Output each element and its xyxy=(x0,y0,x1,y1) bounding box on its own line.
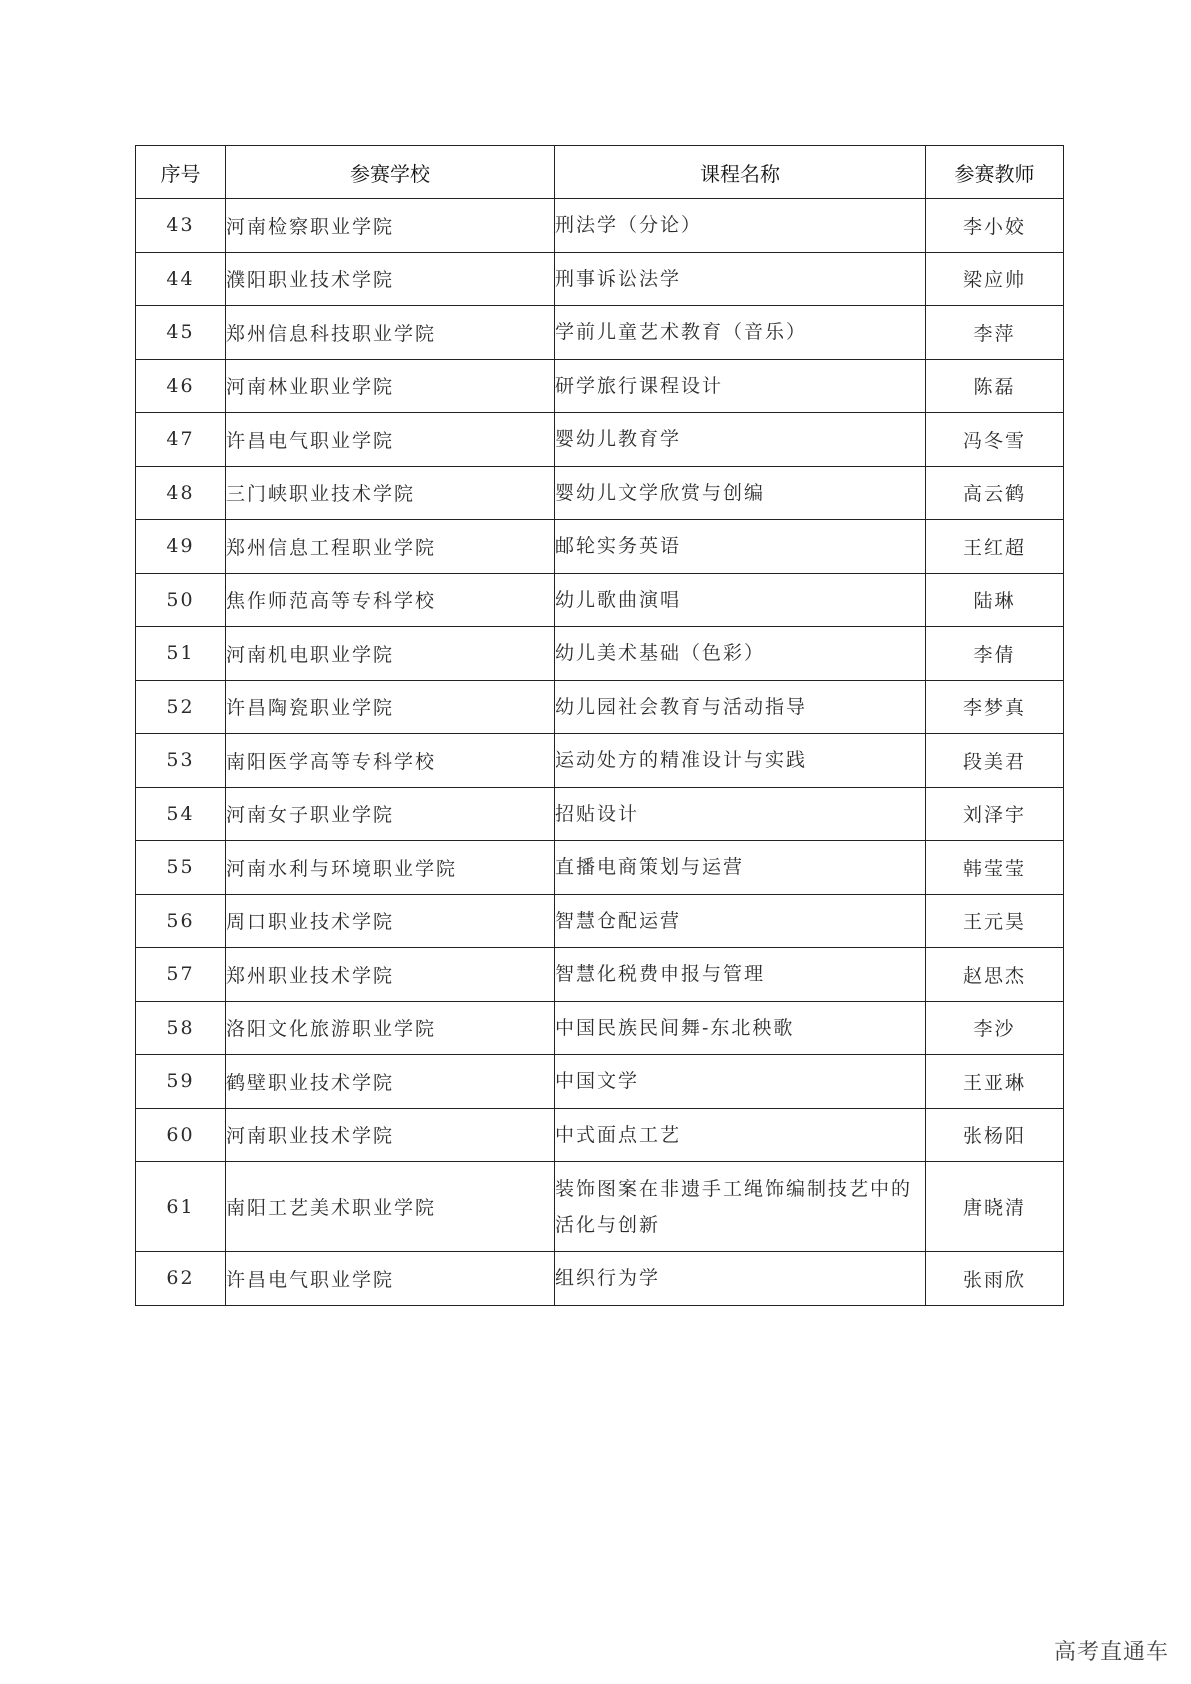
cell-teacher: 刘泽宇 xyxy=(926,787,1064,841)
header-school: 参赛学校 xyxy=(226,146,555,199)
cell-num: 54 xyxy=(136,787,226,841)
cell-course: 研学旅行课程设计 xyxy=(555,359,926,413)
cell-num: 48 xyxy=(136,466,226,520)
table-header-row xyxy=(136,146,1064,199)
cell-school: 焦作师范高等专科学校 xyxy=(226,573,555,627)
header-num: 序号 xyxy=(136,146,226,199)
cell-teacher: 张杨阳 xyxy=(926,1108,1064,1162)
cell-num: 43 xyxy=(136,199,226,253)
table-row xyxy=(136,894,1064,948)
cell-teacher: 梁应帅 xyxy=(926,252,1064,306)
cell-school: 河南职业技术学院 xyxy=(226,1108,555,1162)
cell-school: 河南女子职业学院 xyxy=(226,787,555,841)
cell-teacher: 高云鹤 xyxy=(926,466,1064,520)
cell-course: 幼儿歌曲演唱 xyxy=(555,573,926,627)
table-row xyxy=(136,413,1064,467)
cell-teacher: 李萍 xyxy=(926,306,1064,360)
cell-course: 刑事诉讼法学 xyxy=(555,252,926,306)
cell-num: 56 xyxy=(136,894,226,948)
cell-course: 智慧仓配运营 xyxy=(555,894,926,948)
cell-num: 52 xyxy=(136,680,226,734)
cell-school: 鹤壁职业技术学院 xyxy=(226,1055,555,1109)
cell-num: 57 xyxy=(136,948,226,1002)
cell-teacher: 段美君 xyxy=(926,734,1064,788)
cell-course: 智慧化税费申报与管理 xyxy=(555,948,926,1002)
cell-course: 学前儿童艺术教育（音乐） xyxy=(555,306,926,360)
cell-school: 许昌电气职业学院 xyxy=(226,413,555,467)
cell-teacher: 陈磊 xyxy=(926,359,1064,413)
cell-teacher: 赵思杰 xyxy=(926,948,1064,1002)
table-row xyxy=(136,252,1064,306)
cell-course: 婴幼儿教育学 xyxy=(555,413,926,467)
cell-num: 47 xyxy=(136,413,226,467)
table-row xyxy=(136,627,1064,681)
cell-school: 河南林业职业学院 xyxy=(226,359,555,413)
cell-teacher: 王红超 xyxy=(926,520,1064,574)
cell-school: 河南检察职业学院 xyxy=(226,199,555,253)
cell-course: 招贴设计 xyxy=(555,787,926,841)
cell-teacher: 李小姣 xyxy=(926,199,1064,253)
cell-school: 周口职业技术学院 xyxy=(226,894,555,948)
table-row xyxy=(136,520,1064,574)
table-row xyxy=(136,359,1064,413)
cell-num: 62 xyxy=(136,1252,226,1306)
table-row xyxy=(136,1001,1064,1055)
cell-course: 运动处方的精准设计与实践 xyxy=(555,734,926,788)
cell-teacher: 王亚琳 xyxy=(926,1055,1064,1109)
table-row xyxy=(136,573,1064,627)
cell-school: 南阳医学高等专科学校 xyxy=(226,734,555,788)
cell-teacher: 唐晓清 xyxy=(926,1162,1064,1252)
table-row xyxy=(136,734,1064,788)
table-row xyxy=(136,787,1064,841)
cell-teacher: 李梦真 xyxy=(926,680,1064,734)
table-row xyxy=(136,199,1064,253)
table-row xyxy=(136,1252,1064,1306)
cell-num: 46 xyxy=(136,359,226,413)
cell-num: 59 xyxy=(136,1055,226,1109)
table-row xyxy=(136,1162,1064,1252)
cell-teacher: 张雨欣 xyxy=(926,1252,1064,1306)
header-teacher: 参赛教师 xyxy=(926,146,1064,199)
cell-school: 濮阳职业技术学院 xyxy=(226,252,555,306)
table-row xyxy=(136,466,1064,520)
cell-num: 50 xyxy=(136,573,226,627)
cell-course: 中国民族民间舞-东北秧歌 xyxy=(555,1001,926,1055)
cell-school: 郑州职业技术学院 xyxy=(226,948,555,1002)
cell-course: 幼儿园社会教育与活动指导 xyxy=(555,680,926,734)
cell-school: 郑州信息工程职业学院 xyxy=(226,520,555,574)
cell-course: 幼儿美术基础（色彩） xyxy=(555,627,926,681)
table-body xyxy=(136,199,1064,1306)
cell-num: 49 xyxy=(136,520,226,574)
table-row xyxy=(136,1055,1064,1109)
cell-num: 60 xyxy=(136,1108,226,1162)
cell-school: 河南机电职业学院 xyxy=(226,627,555,681)
cell-school: 郑州信息科技职业学院 xyxy=(226,306,555,360)
watermark-text: 高考直通车 xyxy=(1053,1640,1169,1665)
cell-teacher: 王元昊 xyxy=(926,894,1064,948)
cell-teacher: 陆琳 xyxy=(926,573,1064,627)
table-row xyxy=(136,680,1064,734)
table-row xyxy=(136,948,1064,1002)
cell-num: 51 xyxy=(136,627,226,681)
cell-teacher: 韩莹莹 xyxy=(926,841,1064,895)
cell-school: 南阳工艺美术职业学院 xyxy=(226,1162,555,1252)
cell-teacher: 冯冬雪 xyxy=(926,413,1064,467)
cell-num: 44 xyxy=(136,252,226,306)
cell-num: 53 xyxy=(136,734,226,788)
table-row xyxy=(136,306,1064,360)
cell-num: 55 xyxy=(136,841,226,895)
competition-roster-table xyxy=(135,145,1064,1306)
cell-school: 许昌电气职业学院 xyxy=(226,1252,555,1306)
cell-school: 洛阳文化旅游职业学院 xyxy=(226,1001,555,1055)
cell-course: 装饰图案在非遗手工绳饰编制技艺中的活化与创新 xyxy=(555,1162,926,1252)
cell-school: 三门峡职业技术学院 xyxy=(226,466,555,520)
table-row xyxy=(136,1108,1064,1162)
table-row xyxy=(136,841,1064,895)
cell-course: 直播电商策划与运营 xyxy=(555,841,926,895)
cell-course: 邮轮实务英语 xyxy=(555,520,926,574)
cell-school: 许昌陶瓷职业学院 xyxy=(226,680,555,734)
header-course: 课程名称 xyxy=(555,146,926,199)
cell-num: 45 xyxy=(136,306,226,360)
cell-course: 组织行为学 xyxy=(555,1252,926,1306)
cell-num: 58 xyxy=(136,1001,226,1055)
cell-teacher: 李倩 xyxy=(926,627,1064,681)
cell-teacher: 李沙 xyxy=(926,1001,1064,1055)
cell-course: 婴幼儿文学欣赏与创编 xyxy=(555,466,926,520)
cell-course: 中式面点工艺 xyxy=(555,1108,926,1162)
cell-school: 河南水利与环境职业学院 xyxy=(226,841,555,895)
cell-num: 61 xyxy=(136,1162,226,1252)
cell-course: 中国文学 xyxy=(555,1055,926,1109)
cell-course: 刑法学（分论） xyxy=(555,199,926,253)
